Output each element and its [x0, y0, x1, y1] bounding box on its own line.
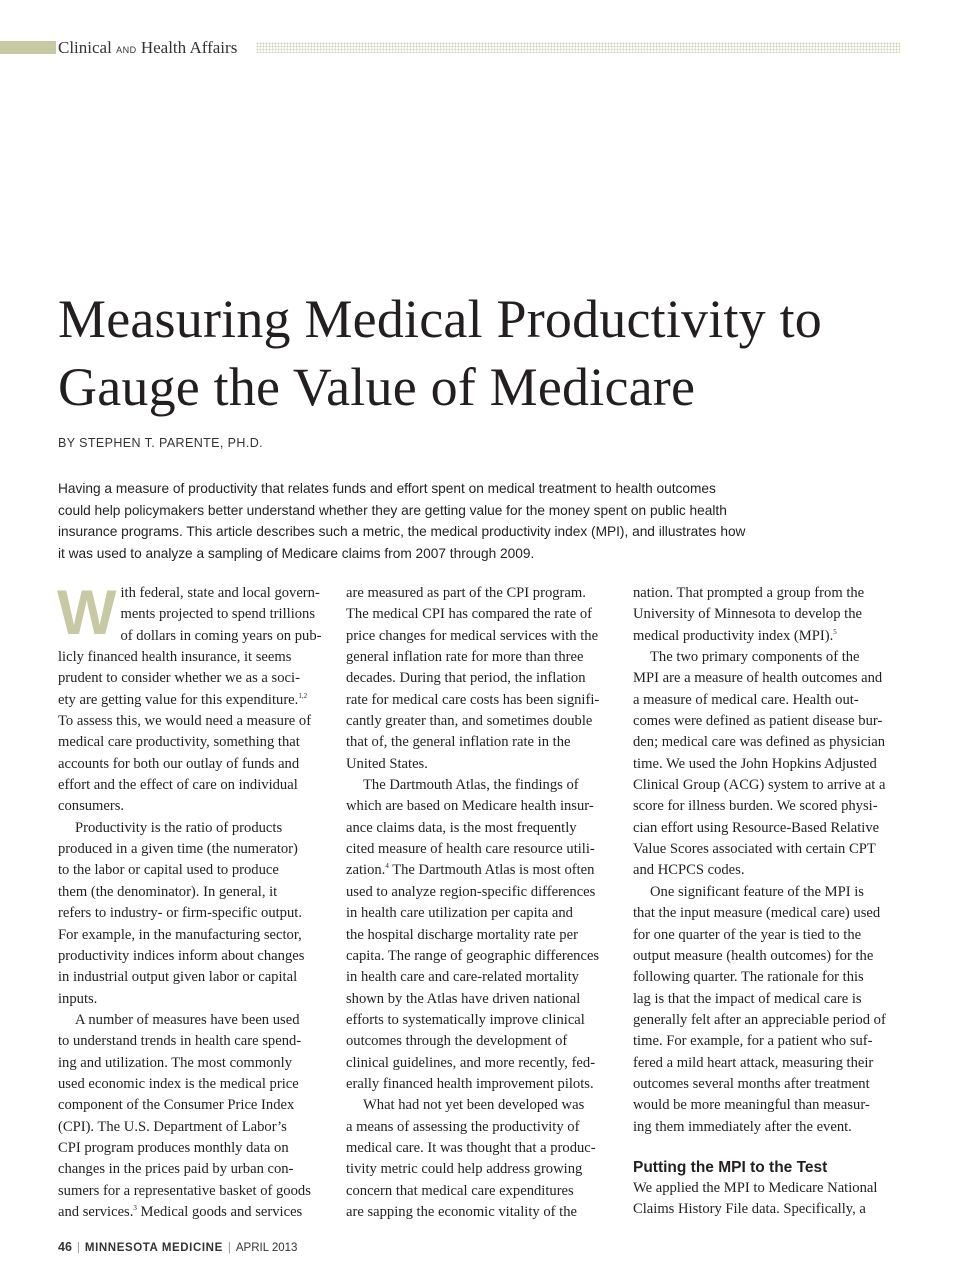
column-2 [346, 583, 614, 1223]
byline: BY STEPHEN T. PARENTE, PH.D. [58, 436, 263, 450]
abstract: Having a measure of productivity that relates funds and effort spent on medical treatment to health outcomes could help policymakers better understand whether they are getting value for the money spent on public health insurance programs. This article describes such a metric, the medical productivity index (MPI), and illustrates how it was used to analyze a sampling of Medicare claims from 2007 through 2009. [58, 481, 746, 561]
paragraph-cont: nation. That prompted a group from the University of Minnesota to develop the medical productivity index (MPI).$^5$ [633, 585, 865, 644]
paragraph: We applied the MPI to Medicare National Claims History File data. Specifically, a [633, 1179, 878, 1218]
paragraph-cont: MPI are a measure of health outcomes and a measure of medical care. Health out- comes were defined as patient disease bur- den; medical care was defined as physician time. We used the John Hopkins Adjusted Clinical Group (ACG) system to arrive at a score for illness burden. We scored physi- cian effort using Resource-Based Relative Value Scores associated with certain CPT and HCPCS codes. [633, 670, 886, 879]
section-label: Clinical AND Health Affairs [58, 39, 241, 59]
journal-name: MINNESOTA MEDICINE [84, 1242, 223, 1254]
section-header [0, 39, 900, 57]
paragraph-cont: are measured as part of the CPI program. The medical CPI has compared the rate of price changes for medical services with the general inflation rate for more than three decades. During that period, the inflation rate for medical care costs has been signifi- cantly greater than, and sometimes double that of, the general inflation rate in the United States. [346, 585, 600, 772]
section-subhead: Putting the MPI to the Test [633, 1158, 828, 1176]
paragraph: The two primary components of the [650, 649, 860, 666]
paragraph-cont: a means of assessing the productivity of medical care. It was thought that a produc- tivity metric could help address growing concern that medical care expenditures are sapping the economic vitality of the [346, 1118, 596, 1220]
paragraph-cont: which are based on Medicare health insur- ance claims data, is the most frequently cited measure of health care resource utili- zation.$^4$ The Dartmouth Atlas is most often used to analyze region-specific differences in health care utilization per capita and the hospital discharge mortality rate per capita. The range of geographic differences in health care and care-related mortality shown by the Atlas have driven national efforts to systematically improve clinical outcomes through the development of clinical guidelines, and more recently, fed- erally financed health improvement pilots. [346, 798, 600, 1092]
page-number: 46 [58, 1240, 72, 1254]
paragraph: A number of measures have been used [75, 1011, 300, 1028]
section-dotted-rule [256, 42, 900, 53]
paragraph-cont: produced in a given time (the numerator) to the labor or capital used to produce them (the denominator). In general, it refers to industry- or firm-specific output. For example, in the manufacturing sector, productivity indices inform about changes in industrial output given labor or capital inputs. [58, 841, 305, 1007]
paragraph-cont: to understand trends in health care spend- ing and utilization. The most commonly used economic index is the medical price component of the Consumer Price Index (CPI). The U.S. Department of Labor’s CPI program produces monthly data on changes in the prices paid by urban con- sumers for a representative basket of goods and services.$^3$ Medical goods and services [58, 1033, 311, 1220]
column-3 [633, 583, 901, 1221]
article-title [58, 285, 918, 421]
issue-date: APRIL 2013 [235, 1242, 298, 1254]
drop-cap: W [57, 578, 117, 648]
paragraph: One significant feature of the MPI is [650, 883, 864, 900]
paragraph: W ith federal, state and local govern- ments projected to spend trillions of dollars in coming years on pub- licly financed health insurance, it seems prudent to consider whether we as a soci- ety are getting value for this expenditure.$^{1,2}$ To assess this, we would need a measure of medical care productivity, something that accounts for both our outlay of funds and effort and the effect of care on individual consumers. [57, 578, 322, 815]
footer-divider: | [227, 1242, 231, 1254]
citation-ref: 5 [833, 627, 837, 636]
citation-ref: 4 [385, 862, 389, 871]
page-footer [58, 1240, 297, 1254]
title-line-2: Gauge the Value of Medicare [58, 357, 696, 417]
title-line-1: Measuring Medical Productivity to [58, 289, 822, 349]
paragraph: The Dartmouth Atlas, the findings of [363, 777, 579, 794]
section-color-block [0, 41, 56, 54]
paragraph: Productivity is the ratio of products [75, 819, 283, 836]
citation-ref: 3 [133, 1203, 137, 1212]
footer-divider: | [76, 1242, 80, 1254]
citation-ref: 1,2 [298, 691, 308, 700]
column-1 [57, 578, 326, 1223]
paragraph: What had not yet been developed was [363, 1097, 585, 1114]
paragraph-cont: that the input measure (medical care) used for one quarter of the year is tied to the output measure (health outcomes) for the following quarter. The rationale for this lag is that the impact of medical care is generally felt after an appreciable period of time. For example, for a patient who suf- fered a mild heart attack, measuring their outcomes several months after treatment would be more meaningful than measur- ing them immediately after the event. [633, 905, 886, 1135]
